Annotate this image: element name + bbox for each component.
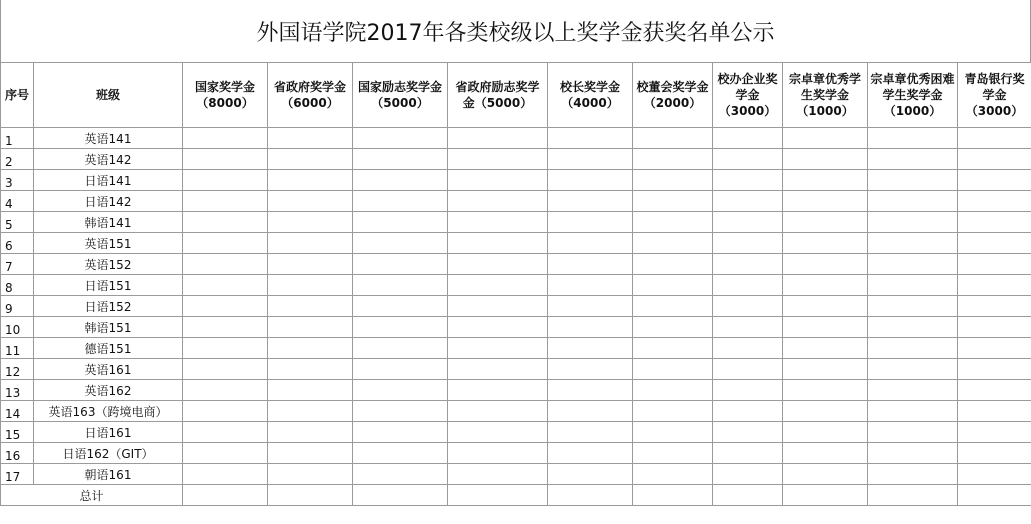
table-cell: 14 [1, 401, 34, 422]
column-header: 青岛银行奖学金（3000） [958, 63, 1031, 128]
table-cell [958, 170, 1031, 191]
table-cell: 日语152 [34, 296, 183, 317]
table-cell [633, 254, 713, 275]
table-cell [868, 359, 958, 380]
table-cell [783, 233, 868, 254]
table-cell [448, 128, 548, 149]
table-cell [268, 422, 353, 443]
table-cell: 7 [1, 254, 34, 275]
table-row [1, 275, 1031, 296]
table-cell [783, 359, 868, 380]
total-cell [868, 485, 958, 506]
table-row [1, 191, 1031, 212]
column-header: 省政府奖学金（6000） [268, 63, 353, 128]
table-cell: 英语141 [34, 128, 183, 149]
table-cell [868, 296, 958, 317]
table-cell [868, 212, 958, 233]
table-cell [448, 170, 548, 191]
total-cell [633, 485, 713, 506]
table-cell [353, 296, 448, 317]
table-cell [958, 464, 1031, 485]
column-header: 宗卓章优秀学生奖学金（1000） [783, 63, 868, 128]
table-cell [353, 275, 448, 296]
table-cell [353, 338, 448, 359]
table-cell [713, 233, 783, 254]
table-cell: 日语141 [34, 170, 183, 191]
table-cell [633, 149, 713, 170]
table-cell [713, 317, 783, 338]
table-cell [633, 128, 713, 149]
column-header: 国家励志奖学金（5000） [353, 63, 448, 128]
table-cell [183, 296, 268, 317]
table-cell [548, 338, 633, 359]
table-cell [448, 359, 548, 380]
table-cell [353, 401, 448, 422]
table-cell [633, 380, 713, 401]
table-cell [783, 422, 868, 443]
table-cell [548, 422, 633, 443]
table-cell [183, 254, 268, 275]
table-row [1, 422, 1031, 443]
table-cell [448, 149, 548, 170]
table-cell [353, 254, 448, 275]
page-title: 外国语学院2017年各类校级以上奖学金获奖名单公示 [0, 0, 1031, 62]
column-header: 国家奖学金（8000） [183, 63, 268, 128]
total-cell [548, 485, 633, 506]
table-cell [958, 380, 1031, 401]
table-cell [713, 296, 783, 317]
table-cell: 6 [1, 233, 34, 254]
table-cell [713, 338, 783, 359]
table-cell [633, 191, 713, 212]
column-header: 序号 [1, 63, 34, 128]
table-cell [868, 464, 958, 485]
table-cell [958, 149, 1031, 170]
table-row [1, 359, 1031, 380]
table-cell [958, 275, 1031, 296]
table-cell [183, 359, 268, 380]
table-cell [183, 149, 268, 170]
table-cell [268, 233, 353, 254]
table-cell [958, 254, 1031, 275]
table-cell [783, 275, 868, 296]
table-cell: 英语162 [34, 380, 183, 401]
table-cell [183, 380, 268, 401]
table-cell [958, 317, 1031, 338]
table-cell: 5 [1, 212, 34, 233]
table-row [1, 296, 1031, 317]
column-header: 校长奖学金（4000） [548, 63, 633, 128]
table-cell [183, 443, 268, 464]
table-cell: 英语152 [34, 254, 183, 275]
table-cell [548, 254, 633, 275]
column-header: 宗卓章优秀困难学生奖学金（1000） [868, 63, 958, 128]
table-cell: 4 [1, 191, 34, 212]
table-cell: 朝语161 [34, 464, 183, 485]
table-cell: 17 [1, 464, 34, 485]
table-cell [713, 275, 783, 296]
table-cell [868, 401, 958, 422]
table-cell [713, 359, 783, 380]
table-cell [868, 275, 958, 296]
table-cell [448, 275, 548, 296]
table-cell [448, 212, 548, 233]
table-cell: 3 [1, 170, 34, 191]
table-cell: 16 [1, 443, 34, 464]
table-cell: 韩语151 [34, 317, 183, 338]
table-cell [633, 464, 713, 485]
column-header: 校董会奖学金（2000） [633, 63, 713, 128]
table-cell [958, 359, 1031, 380]
table-row [1, 464, 1031, 485]
table-cell [633, 233, 713, 254]
table-cell [633, 275, 713, 296]
table-cell [353, 359, 448, 380]
table-cell [958, 233, 1031, 254]
column-header: 省政府励志奖学金（5000） [448, 63, 548, 128]
table-cell: 日语151 [34, 275, 183, 296]
table-cell [783, 380, 868, 401]
table-row [1, 380, 1031, 401]
table-cell [633, 212, 713, 233]
table-cell [548, 275, 633, 296]
table-cell [713, 170, 783, 191]
table-cell [183, 338, 268, 359]
table-cell [868, 191, 958, 212]
table-cell [548, 464, 633, 485]
table-cell [868, 422, 958, 443]
table-cell [783, 296, 868, 317]
column-header: 校办企业奖学金（3000） [713, 63, 783, 128]
table-cell [268, 338, 353, 359]
table-cell [268, 359, 353, 380]
table-cell [633, 422, 713, 443]
table-cell [713, 149, 783, 170]
table-cell [448, 464, 548, 485]
table-cell [713, 212, 783, 233]
table-cell [448, 191, 548, 212]
table-cell [183, 233, 268, 254]
table-cell [268, 443, 353, 464]
table-cell [548, 128, 633, 149]
table-cell [958, 422, 1031, 443]
total-cell [448, 485, 548, 506]
table-row [1, 443, 1031, 464]
table-cell [958, 401, 1031, 422]
table-cell [633, 359, 713, 380]
table-cell [183, 422, 268, 443]
table-cell [548, 359, 633, 380]
table-cell [783, 401, 868, 422]
table-cell [548, 170, 633, 191]
table-cell [548, 443, 633, 464]
table-cell [958, 338, 1031, 359]
table-cell [448, 296, 548, 317]
table-cell: 英语142 [34, 149, 183, 170]
table-cell [448, 401, 548, 422]
table-cell [353, 464, 448, 485]
table-cell [448, 422, 548, 443]
table-cell [353, 317, 448, 338]
table-cell [183, 128, 268, 149]
table-cell [958, 128, 1031, 149]
table-cell [183, 401, 268, 422]
table-cell [353, 443, 448, 464]
table-row [1, 128, 1031, 149]
table-cell: 英语151 [34, 233, 183, 254]
table-cell [958, 212, 1031, 233]
total-cell [268, 485, 353, 506]
total-cell [353, 485, 448, 506]
table-cell [448, 380, 548, 401]
table-row [1, 170, 1031, 191]
table-row [1, 212, 1031, 233]
table-cell [783, 170, 868, 191]
table-cell [783, 317, 868, 338]
table-cell [868, 380, 958, 401]
table-cell: 13 [1, 380, 34, 401]
table-cell [713, 128, 783, 149]
table-cell: 12 [1, 359, 34, 380]
table-cell [183, 275, 268, 296]
table-cell [958, 296, 1031, 317]
table-cell [268, 317, 353, 338]
table-cell [633, 317, 713, 338]
table-cell [268, 170, 353, 191]
header-row [1, 63, 1031, 128]
total-cell [783, 485, 868, 506]
table-cell [868, 149, 958, 170]
total-cell [183, 485, 268, 506]
table-cell [268, 254, 353, 275]
table-cell: 日语162（GIT） [34, 443, 183, 464]
table-cell [868, 317, 958, 338]
table-cell [958, 191, 1031, 212]
table-cell [183, 317, 268, 338]
table-cell [633, 170, 713, 191]
table-cell: 8 [1, 275, 34, 296]
table-cell [633, 443, 713, 464]
table-cell [783, 338, 868, 359]
table-cell [548, 380, 633, 401]
column-header: 班级 [34, 63, 183, 128]
table-cell: 9 [1, 296, 34, 317]
table-cell [548, 233, 633, 254]
table-cell [353, 170, 448, 191]
table-cell [268, 401, 353, 422]
table-cell [783, 128, 868, 149]
table-cell [868, 443, 958, 464]
table-cell [713, 254, 783, 275]
table-cell [183, 170, 268, 191]
table-cell [783, 149, 868, 170]
table-cell [713, 380, 783, 401]
table-cell [548, 212, 633, 233]
table-cell [868, 233, 958, 254]
table-cell [353, 212, 448, 233]
table-row [1, 149, 1031, 170]
table-cell [713, 443, 783, 464]
table-cell [548, 296, 633, 317]
table-cell [548, 317, 633, 338]
table-cell [548, 149, 633, 170]
table-row [1, 338, 1031, 359]
table-cell [548, 401, 633, 422]
table-cell [448, 443, 548, 464]
table-cell: 日语142 [34, 191, 183, 212]
table-cell [713, 401, 783, 422]
total-label: 总计 [1, 485, 183, 506]
table-cell: 11 [1, 338, 34, 359]
table-row [1, 233, 1031, 254]
table-cell [633, 401, 713, 422]
table-cell [268, 191, 353, 212]
table-cell [713, 422, 783, 443]
table-cell [268, 149, 353, 170]
table-cell [353, 191, 448, 212]
table-cell [353, 422, 448, 443]
table-cell: 英语163（跨境电商） [34, 401, 183, 422]
table-cell [633, 296, 713, 317]
table-cell [448, 338, 548, 359]
table-cell [268, 275, 353, 296]
table-cell: 英语161 [34, 359, 183, 380]
table-cell [268, 128, 353, 149]
total-row [1, 485, 1031, 506]
table-cell: 10 [1, 317, 34, 338]
table-cell [353, 233, 448, 254]
table-cell [868, 338, 958, 359]
table-cell [783, 464, 868, 485]
table-cell [183, 191, 268, 212]
table-body [1, 128, 1031, 485]
table-cell [548, 191, 633, 212]
table-cell [713, 464, 783, 485]
table-row [1, 254, 1031, 275]
table-cell [448, 317, 548, 338]
table-cell [268, 296, 353, 317]
table-cell: 15 [1, 422, 34, 443]
total-cell [958, 485, 1031, 506]
table-cell [268, 212, 353, 233]
table-cell [868, 254, 958, 275]
table-cell [268, 464, 353, 485]
table-cell [448, 233, 548, 254]
table-cell [353, 149, 448, 170]
table-row [1, 401, 1031, 422]
table-cell [268, 380, 353, 401]
table-cell [783, 212, 868, 233]
table-cell [783, 443, 868, 464]
table-cell: 德语151 [34, 338, 183, 359]
table-cell [448, 254, 548, 275]
table-cell [353, 380, 448, 401]
table-row [1, 317, 1031, 338]
table-cell: 日语161 [34, 422, 183, 443]
table-cell [958, 443, 1031, 464]
table-cell [353, 128, 448, 149]
table-cell [868, 170, 958, 191]
table-cell [783, 254, 868, 275]
table-cell [783, 191, 868, 212]
total-cell [713, 485, 783, 506]
award-table [0, 62, 1031, 506]
table-cell [713, 191, 783, 212]
table-cell: 2 [1, 149, 34, 170]
table-cell [183, 464, 268, 485]
table-cell [633, 338, 713, 359]
table-cell [183, 212, 268, 233]
table-cell: 1 [1, 128, 34, 149]
table-cell [868, 128, 958, 149]
table-cell: 韩语141 [34, 212, 183, 233]
